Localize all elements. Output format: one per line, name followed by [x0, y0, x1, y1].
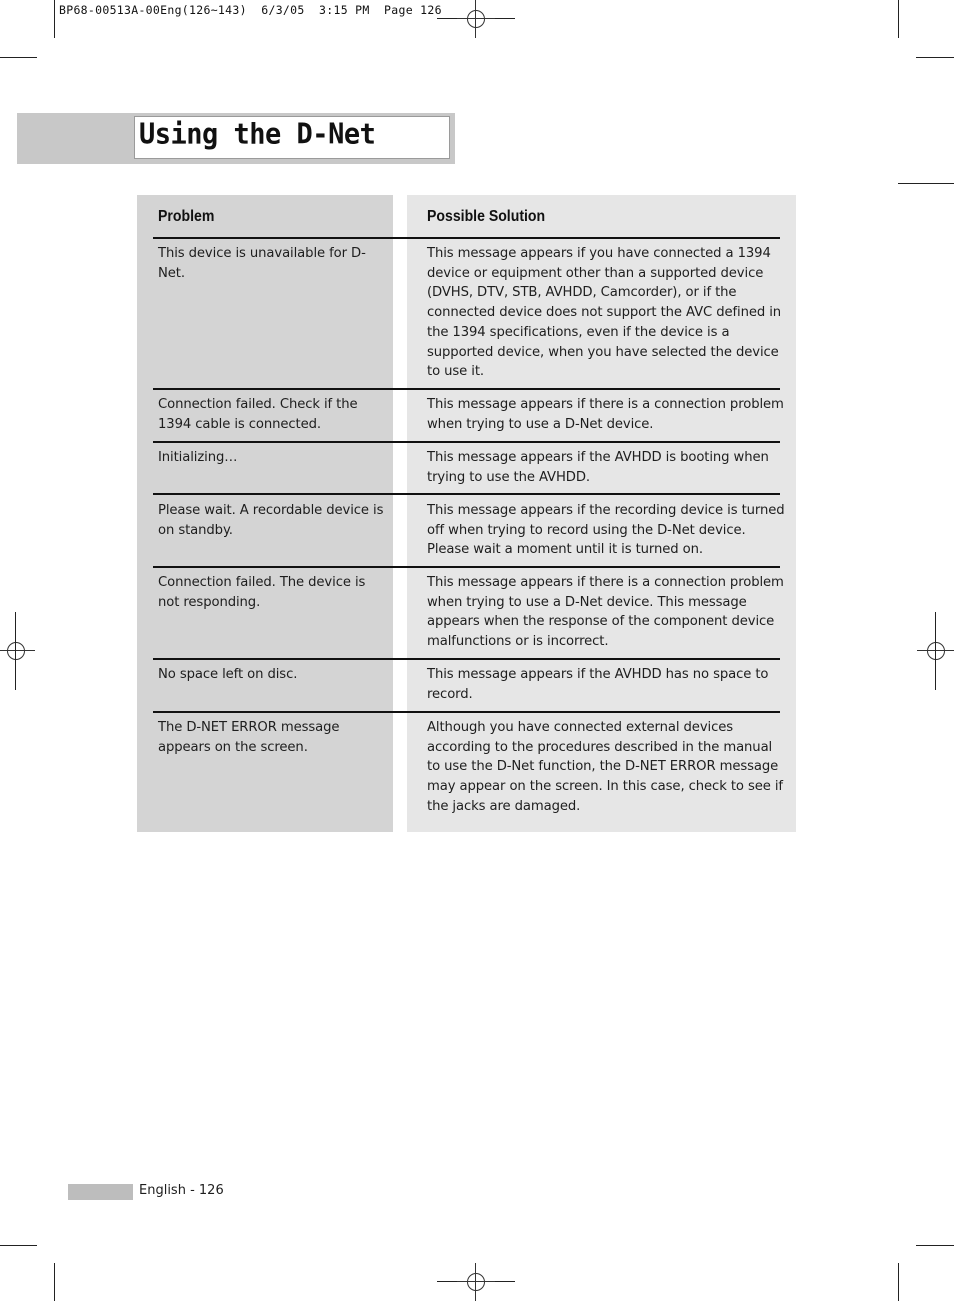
- solution-cell: Although you have connected external devices according to the procedures described in the manual to use the D-Net function, the D-NET ERROR message may appear on the screen. In this case, check to see if the jacks are damaged.: [427, 720, 783, 814]
- registration-mark-bottom-icon: [457, 1263, 495, 1301]
- problem-cell: Connection failed. Check if the 1394 cable is connected.: [158, 397, 358, 432]
- solution-cell: This message appears if there is a connection problem when trying to use a D-Net device. This message appears when the response of the component device malfunctions or is incorrect.: [427, 575, 784, 650]
- registration-mark-top-icon: [457, 0, 495, 38]
- crop-mark-bottom-right-h: [916, 1245, 954, 1246]
- problem-cell: The D-NET ERROR message appears on the screen.: [158, 720, 340, 755]
- row-divider: [153, 711, 780, 713]
- solution-cell: This message appears if the AVHDD is booting when trying to use the AVHDD.: [427, 450, 769, 485]
- crop-mark-top-right-v: [898, 0, 899, 38]
- header-solution: Possible Solution: [427, 208, 546, 225]
- row-divider: [153, 493, 780, 495]
- registration-line-right: [935, 612, 936, 690]
- solution-cell: This message appears if the recording device is turned off when trying to record using the D-Net device. Please wait a moment until it is turned on.: [427, 503, 785, 558]
- row-divider: [153, 566, 780, 568]
- row-divider: [153, 441, 780, 443]
- problem-cell: No space left on disc.: [158, 667, 298, 682]
- solution-cell: This message appears if the AVHDD has no space to record.: [427, 667, 769, 702]
- problem-cell: Initializing…: [158, 450, 238, 465]
- title-box: [134, 116, 450, 159]
- crop-mark-top-right-h: [916, 57, 954, 58]
- crop-mark-top-left-v: [54, 0, 55, 38]
- row-divider: [153, 237, 780, 239]
- crop-mark-bottom-left-v: [54, 1263, 55, 1301]
- header-problem: Problem: [158, 208, 215, 225]
- problem-cell: Connection failed. The device is not responding.: [158, 575, 366, 610]
- problem-cell: This device is unavailable for D-Net.: [158, 246, 366, 281]
- solution-cell: This message appears if there is a connection problem when trying to use a D-Net device.: [427, 397, 784, 432]
- footer-bar: [68, 1184, 133, 1200]
- row-divider: [153, 658, 780, 660]
- page-title: Using the D-Net: [139, 118, 376, 151]
- print-slug: BP68-00513A-00Eng(126~143) 6/3/05 3:15 PM Page 126: [59, 3, 442, 17]
- row-divider: [153, 388, 780, 390]
- crop-mark-right-h: [898, 183, 954, 184]
- crop-mark-bottom-left-h: [0, 1245, 37, 1246]
- crop-mark-bottom-right-v: [898, 1263, 899, 1301]
- registration-mark-left-icon: [0, 632, 35, 670]
- solution-cell: This message appears if you have connected a 1394 device or equipment other than a supported device (DVHS, DTV, STB, AVHDD, Camcorder), or if the connected device does not support the AVC defined in the 1394 specifications, even if the device is a supported device, when you have selected the device to use it.: [427, 246, 782, 380]
- page-number: English - 126: [139, 1183, 224, 1198]
- registration-line-left: [15, 612, 16, 690]
- crop-mark-top-left-h: [0, 57, 37, 58]
- problem-cell: Please wait. A recordable device is on standby.: [158, 503, 384, 538]
